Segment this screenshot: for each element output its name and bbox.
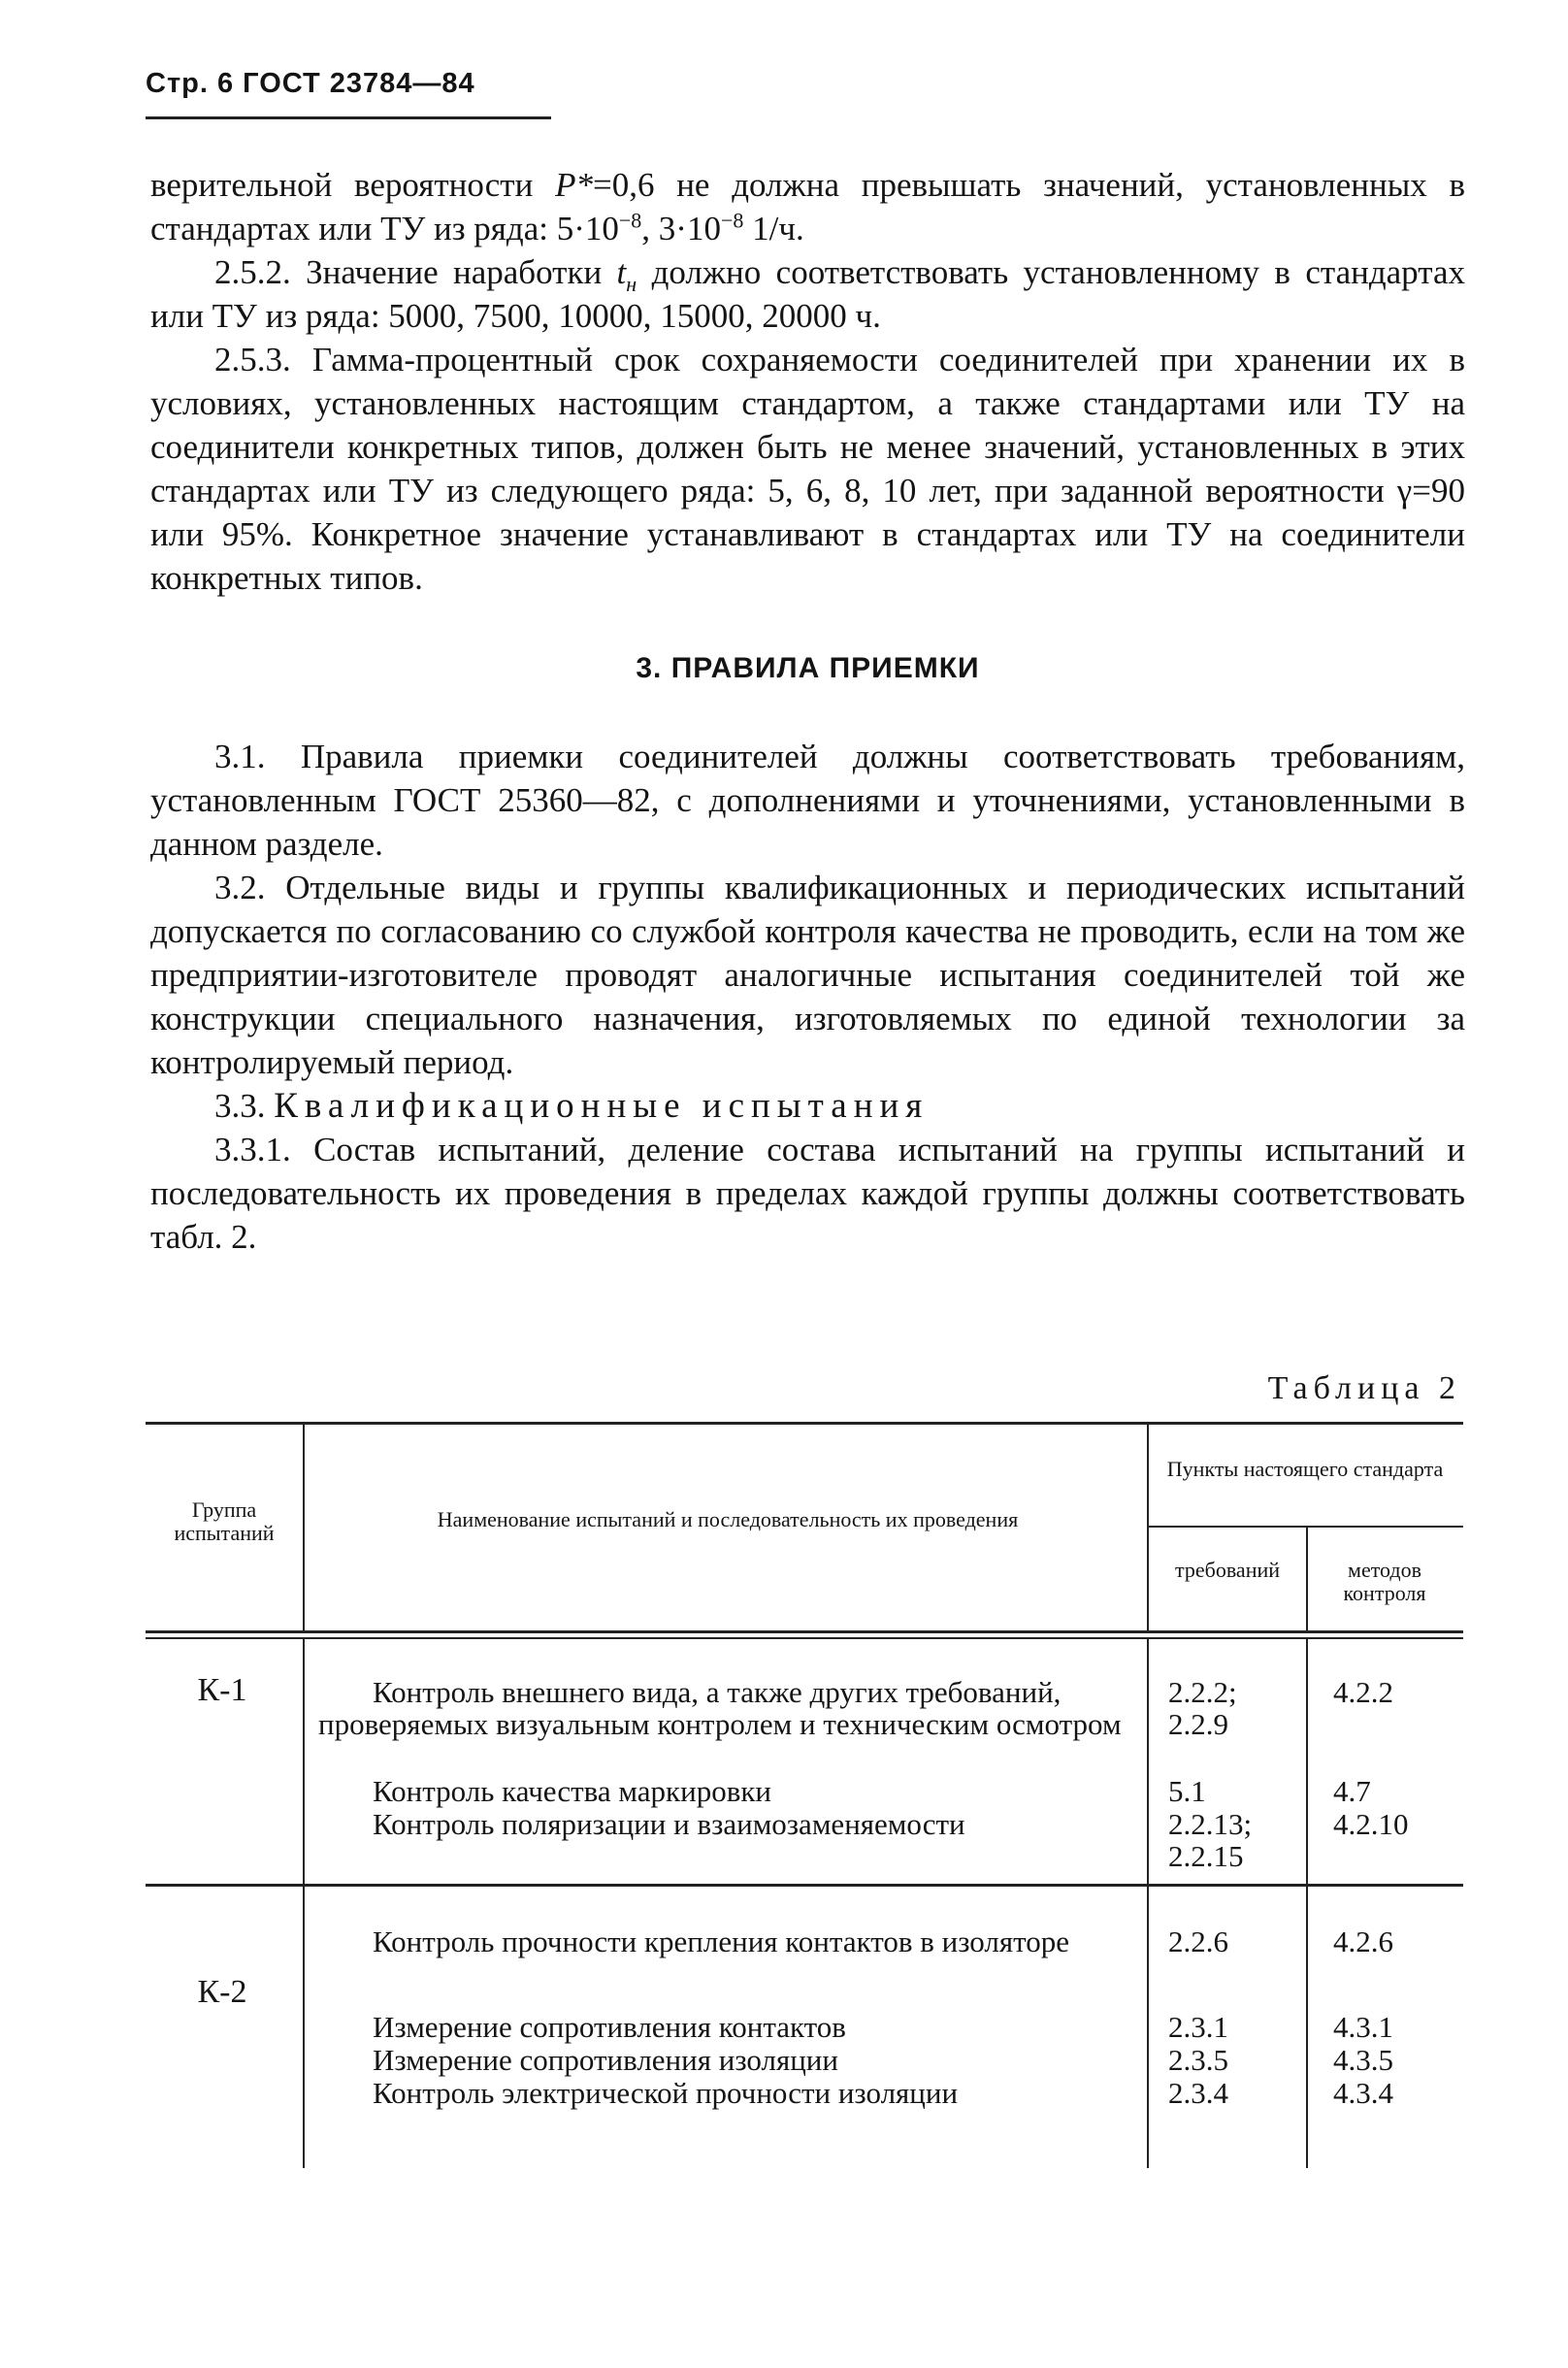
formula-symbol: P* [555,166,593,204]
paragraph-2-5-2 [150,250,1465,338]
header-group: Группа испытаний [174,1497,275,1545]
meth-cell: 4.7 [1333,1774,1371,1808]
section-heading: 3. ПРАВИЛА ПРИЕМКИ [636,652,980,684]
req-cell: 2.2.6 [1168,1924,1228,1958]
paragraph-continuation [150,163,1465,250]
text-run: верительной вероятности [150,166,556,204]
header-bottom-rule [146,1630,1463,1639]
header-points: Пункты настоящего стандарта [1166,1457,1444,1481]
test-name-text: Контроль внешнего вида, а также других требований, проверяемых визуальным контролем и техническим осмотром [318,1675,1122,1741]
paragraph-2-5-3: 2.5.3. Гамма-процентный срок сохраняемости соединителей при хранении их в условиях, установленных настоящим стандартом, а также стандартами или ТУ на соединители конкретных типов, должен быть не менее значений, установленных в этих стандартах или ТУ из следующего ряда: 5, 6, 8, 10 лет, при заданной вероятности γ=90 или 95%. Конкретное значение устанавливают в стандартах или ТУ на соединители конкретных типов. [150,341,1465,597]
test-name [318,1925,1131,1957]
header-requirements: требований [1174,1558,1281,1582]
header-rule [146,116,551,119]
table-2 [146,1422,1463,2168]
subscript: н [626,272,637,296]
test-name: Контроль электрической прочности изоляции [373,2076,959,2110]
paragraph-3-3 [150,1084,1465,1128]
test-name: Измерение сопротивления контактов [373,2010,846,2044]
meth-cell: 4.2.10 [1333,1807,1409,1841]
paragraph-3-1: 3.1. Правила приемки соединителей должны соответствовать требованиям, установленным ГОСТ 25360—82, с дополнениями и уточнениями, установленными в данном разделе. [150,738,1465,863]
exponent: −8 [720,208,744,233]
col-divider [303,1639,305,1884]
text-run: =0,6 не должна превышать значений, установленных в стандартах или ТУ из ряда: 5·10 [150,166,1465,247]
document-body [150,163,1465,1259]
test-name: Контроль качества маркировки [373,1774,771,1808]
table-row-group-k1 [146,1639,1463,1884]
text-run: 2.5.2. Значение наработки [214,253,617,291]
page-header: Стр. 6 ГОСТ 23784—84 [146,68,475,99]
col-divider [303,1425,305,1630]
text-run: 3.3. [214,1087,275,1125]
req-cell: 2.3.5 [1168,2043,1228,2077]
meth-cell: 4.2.6 [1333,1924,1393,1958]
col-divider [1306,1887,1308,2168]
meth-cell: 4.2.2 [1333,1675,1393,1709]
subsection-title: Квалификационные испытания [274,1086,930,1126]
req-cell: 5.1 [1168,1774,1206,1808]
col-divider [1306,1639,1308,1884]
col-divider [1147,1425,1149,1630]
meth-cell: 4.3.5 [1333,2043,1393,2077]
group-label: К-2 [197,1974,247,2010]
text-run: , 3·10 [641,210,721,247]
table-header [146,1425,1463,1630]
table-row-group-k2 [146,1887,1463,2168]
req-cell: 2.3.4 [1168,2076,1228,2110]
col-divider [1147,1887,1149,2168]
test-name-text: Контроль прочности крепления контактов в изоляторе [373,1924,1070,1958]
group-label: К-1 [197,1672,247,1708]
req-cell: 2.2.2; 2.2.9 [1168,1675,1237,1741]
table-body [146,1639,1463,2168]
text-run: 1/ч. [743,210,804,247]
req-cell: 2.3.1 [1168,2010,1228,2044]
exponent: −8 [618,208,642,233]
req-cell: 2.2.13; 2.2.15 [1168,1807,1253,1873]
test-name: Контроль поляризации и взаимозаменяемости [373,1807,965,1841]
text-run: должно соответствовать установленному в стандартах или ТУ из ряда: 5000, 7500, 10000, 15000, 20000 ч. [150,253,1465,335]
table-caption: Таблица 2 [1267,1370,1461,1406]
formula-symbol: t [616,253,627,291]
header-methods: методов контроля [1343,1558,1426,1605]
meth-cell: 4.3.4 [1333,2076,1393,2110]
col-divider [303,1887,305,2168]
paragraph-3-3-1: 3.3.1. Состав испытаний, деление состава испытаний на группы испытаний и последовательность их проведения в пределах каждой группы должны соответствовать табл. 2. [150,1131,1465,1256]
meth-cell: 4.3.1 [1333,2010,1393,2044]
paragraph-3-2: 3.2. Отдельные виды и группы квалификационных и периодических испытаний допускается по согласованию со службой контроля качества не проводить, если на том же предприятии-изготовителе проводят аналогичные испытания соединителей той же конструкции специального назначения, изготовляемых по единой технологии за контролируемый период. [150,869,1465,1081]
col-divider [1147,1639,1149,1884]
test-name: Измерение сопротивления изоляции [373,2043,838,2077]
header-name: Наименование испытаний и последовательность их проведения [437,1507,1019,1531]
test-name [318,1676,1131,1740]
